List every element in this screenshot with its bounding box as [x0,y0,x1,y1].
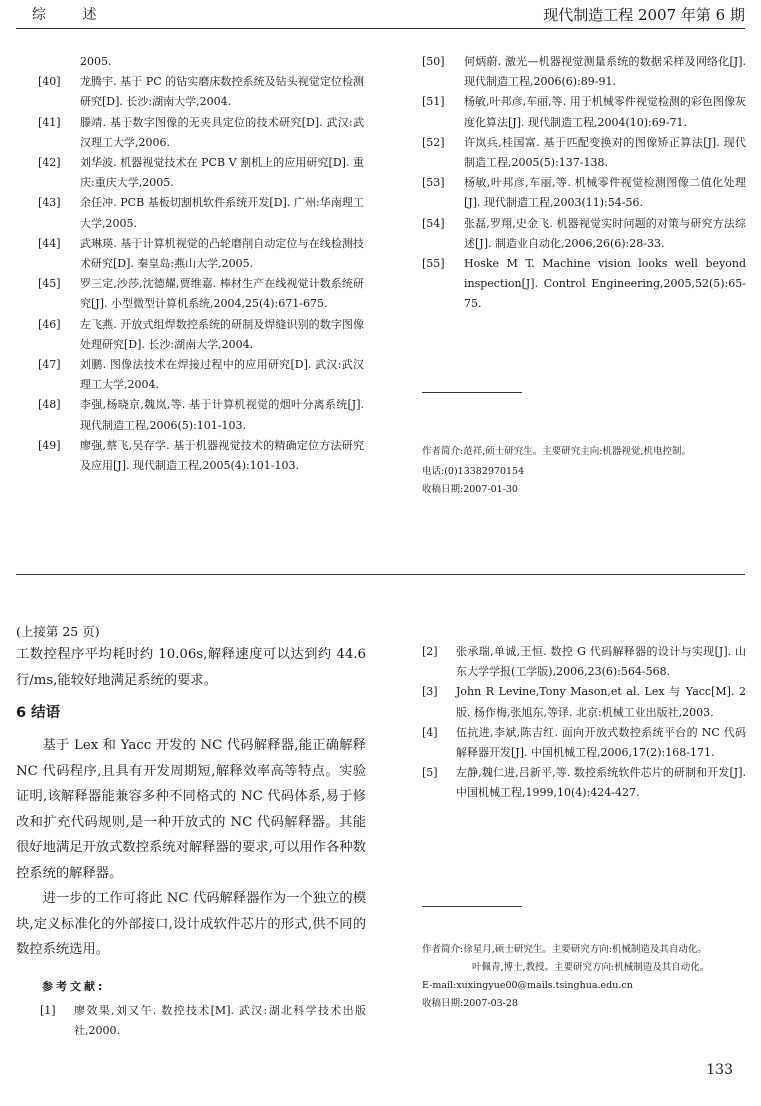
top-author-bio [422,444,746,498]
received-date: 收稿日期:2007-03-28 [422,998,518,1009]
reference-item [38,355,364,395]
reference-item [38,234,364,274]
header-rule [16,28,745,29]
reference-text: 左静,魏仁进,吕新平,等. 数控系统软件芯片的研制和开发[J]. 中国机械工程,1999,10(4):424-427. [456,766,746,800]
reference-item [422,52,746,92]
reference-item [38,395,364,435]
reference-number: [1] [40,1003,56,1017]
reference-item [422,254,746,315]
reference-item [422,214,746,254]
reference-number: [53] [422,176,445,190]
reference-item [38,153,364,193]
reference-text: 杨敏,叶邦彦,车丽,等. 机械零件视觉检测图像二值化处理[J]. 现代制造工程,2003(11):54-56. [464,176,746,210]
reference-number: [49] [38,438,61,452]
reference-item [422,173,746,213]
section-heading: 6 结语 [16,705,61,721]
phone-line: 电话:(0)13382970154 [422,466,525,477]
reference-text: 何炳蔚. 激光—机器视觉测量系统的数据采样及网络化[J]. 现代制造工程,2006(6):89-91. [464,55,746,89]
reference-item [422,682,746,722]
footnote-rule [422,906,522,907]
section-label: 综 述 [32,7,113,23]
bottom-right-references [422,642,746,804]
reference-text: 张磊,罗翔,史金飞. 机器视觉实时问题的对策与研究方法综述[J]. 制造业自动化,2006,26(6):28-33. [464,216,746,250]
reference-item [422,763,746,803]
reference-number: [5] [422,766,438,780]
reference-text: 伍抗进,李斌,陈吉红. 面向开放式数控系统平台的 NC 代码解释器开发[J]. 中国机械工程,2006,17(2):168-171. [456,725,746,760]
reference-number: [54] [422,216,445,230]
reference-text: 余任冲. PCB 基板切割机软件系统开发[D]. 广州:华南理工大学,2005. [80,196,364,230]
reference-text: 杨敏,叶邦彦,车丽,等. 用于机械零件视觉检测的彩色图像灰度化算法[J]. 现代制造工程,2004(10):69-71. [464,95,746,129]
reference-item [422,92,746,132]
reference-item [38,315,364,355]
body-paragraph: 基于 Lex 和 Yacc 开发的 NC 代码解释器,能正确解释 NC 代码程序,且具有开发周期短,解释效率高等特点。实验证明,该解释器能兼容多种不同格式的 NC 代码体系,易于修改和扩充代码规则,是一种开放式的 NC 代码解释器。其能很好地满足开放式数控系统对解释器的要求,可以用作各种数控系统的解释器。 [16,738,366,881]
author-intro: 作者简介:范祥,硕士研究生。主要研究主向:机器视觉,机电控制。 [422,446,691,457]
top-left-references [38,52,364,476]
reference-item [38,52,364,72]
reference-number: [4] [422,725,438,739]
body-paragraph: 工数控程序平均耗时约 10.06s,解释速度可以达到约 44.6 行/ms,能较好地满足系统的要求。 [16,647,366,688]
reference-number: [46] [38,317,61,331]
reference-text: 滕靖. 基于数字图像的无夹具定位的技术研究[D]. 武汉:武汉理工大学,2006. [80,115,364,149]
reference-text: 许岚兵,桂国富. 基于匹配变换对的图像矫正算法[J]. 现代制造工程,2005(5):137-138. [464,135,746,170]
reference-number: [47] [38,358,61,372]
continued-note: (上接第 25 页) [16,624,100,639]
author-intro: 作者简介:徐星月,硕士研究生。主要研究方向:机械制造及其自动化。 [422,944,707,955]
reference-item [422,723,746,763]
reference-text: Hoske M T. Machine vision looks well beyond inspection[J]. Control Engineering,2005,52(5):65-75. [464,257,746,311]
reference-item [38,436,364,476]
received-date: 收稿日期:2007-01-30 [422,484,518,495]
reference-text: 廖效果,刘又午. 数控技术[M]. 武汉:湖北科学技术出版社,2000. [74,1003,366,1038]
journal-title: 现代制造工程 2007 年第 6 期 [543,6,745,24]
section-divider [16,574,745,575]
reference-number: [43] [38,196,61,210]
footnote-rule [422,392,522,393]
reference-item [38,72,364,112]
reference-number: [45] [38,277,61,291]
reference-text: 刘华波. 机器视觉技术在 PCB V 割机上的应用研究[D]. 重庆:重庆大学,2005. [80,156,364,190]
reference-number: [50] [422,55,445,68]
reference-number: [42] [38,156,61,170]
reference-number: [2] [422,645,438,658]
reference-number: [3] [422,685,438,699]
reference-text: 李强,杨晓京,魏岚,等. 基于计算机视觉的烟叶分离系统[J]. 现代制造工程,2006(5):101-103. [80,398,364,432]
top-right-references [422,52,746,315]
reference-item [38,113,364,153]
reference-number: [40] [38,75,61,89]
email-line: E-mail:xuxingyue00@mails.tsinghua.edu.cn [422,980,633,991]
reference-number: [52] [422,135,445,149]
references-title: 参考文献: [42,979,106,993]
reference-number: [51] [422,95,445,109]
reference-text: 罗三定,沙莎,沈德耀,贾维嘉. 棒材生产在线视觉计数系统研究[J]. 小型微型计算机系统,2004,25(4):671-675. [80,277,364,311]
reference-text: 左飞燕. 开放式组焊数控系统的研制及焊缝识别的数字图像处理研究[D]. 长沙:湖南大学,2004. [80,317,364,351]
reference-text: 刘鹏. 图像法技术在焊接过程中的应用研究[D]. 武汉:武汉理工大学,2004. [80,358,364,392]
reference-number: [48] [38,398,61,412]
reference-number: [41] [38,115,61,129]
bottom-author-bio [422,942,746,1012]
reference-text: 2005. [80,55,112,68]
page-number: 133 [706,1062,733,1078]
reference-text: 张承瑞,单诚,王恒. 数控 G 代码解释器的设计与实现[J]. 山东大学学报(工学版),2006,23(6):564-568. [456,645,746,679]
bottom-left-column [16,622,366,1041]
reference-text: 武琳瑛. 基于计算机视觉的凸轮磨削自动定位与在线检测技术研究[D]. 秦皇岛:燕山大学,2005. [80,236,364,271]
reference-item [422,133,746,173]
body-paragraph: 进一步的工作可将此 NC 代码解释器作为一个独立的模块,定义标准化的外部接口,设计成软件芯片的形式,供不同的数控系统选用。 [16,891,366,958]
reference-text: John R Levine,Tony Mason,et al. Lex 与 Yacc[M]. 2 版. 杨作梅,张旭东,等译. 北京:机械工业出版社,2003. [456,685,746,719]
reference-text: 廖强,蔡飞,吴存学. 基于机器视觉技术的精确定位方法研究及应用[J]. 现代制造工程,2005(4):101-103. [80,438,364,473]
reference-text: 龙腾宇. 基于 PC 的钻实磨床数控系统及钻头视觉定位检测研究[D]. 长沙:湖南大学,2004. [80,75,364,109]
reference-number: [55] [422,257,445,271]
reference-item [38,193,364,233]
reference-item [38,274,364,314]
reference-item [422,642,746,682]
reference-item [40,1001,366,1041]
author-intro-second: 叶佩青,博士,教授。主要研究方向:机械制造及其自动化。 [472,962,710,973]
reference-number: [44] [38,236,61,250]
